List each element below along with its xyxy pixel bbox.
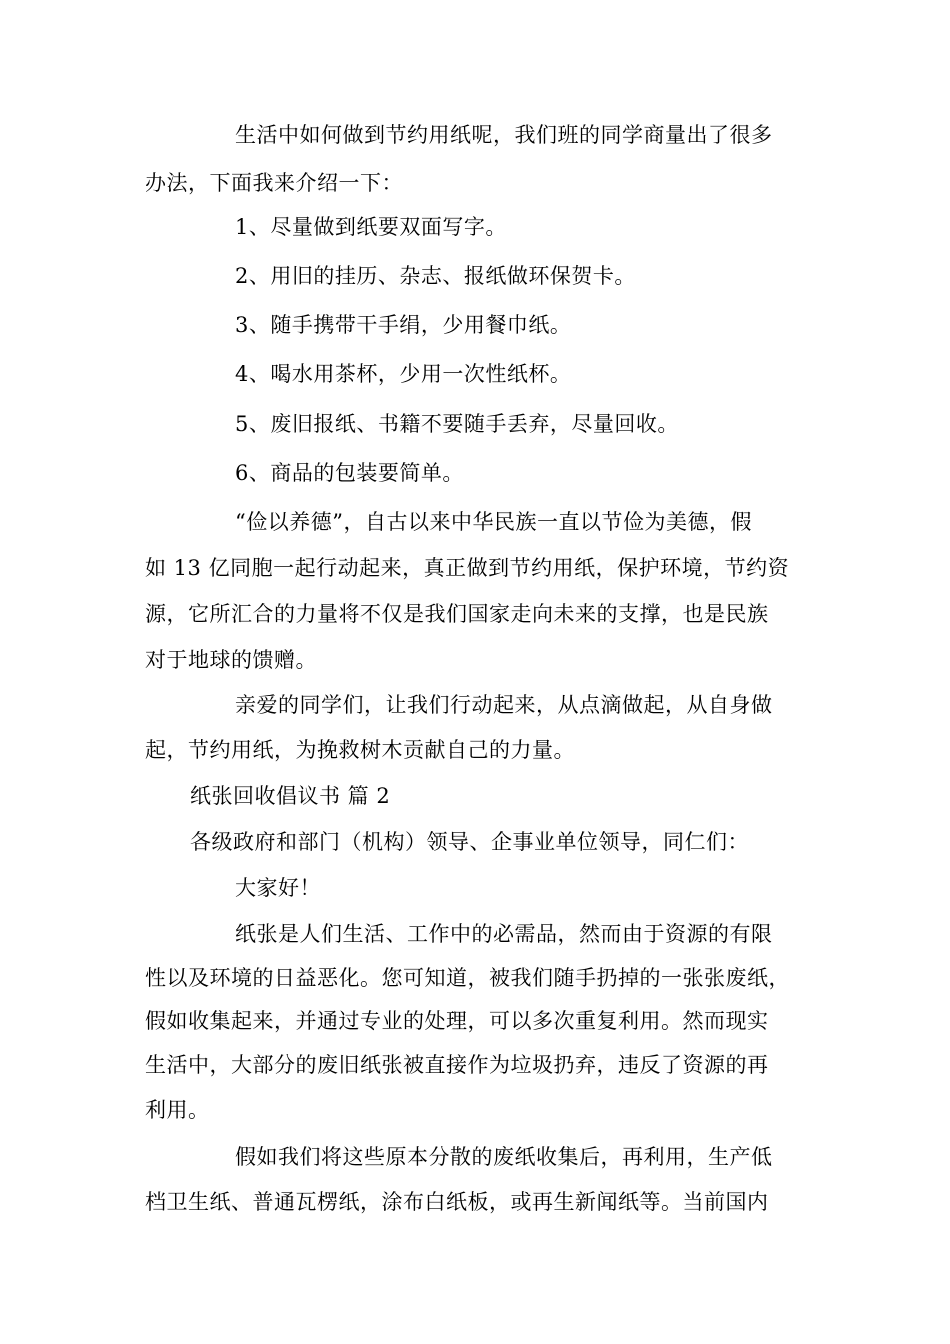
paragraph-5-line-1: 假如我们将这些原本分散的废纸收集后，再利用，生产低	[235, 1145, 773, 1169]
paragraph-4-line-3: 假如收集起来，并通过专业的处理，可以多次重复利用。然而现实	[145, 1009, 769, 1033]
paragraph-2-line-4: 对于地球的馈赠。	[145, 648, 317, 672]
paragraph-3-line-1: 亲爱的同学们，让我们行动起来，从点滴做起，从自身做	[235, 693, 773, 717]
greeting-line: 大家好！	[235, 876, 321, 900]
paragraph-4-line-5: 利用。	[145, 1098, 210, 1122]
list-item-2: 2、用旧的挂历、杂志、报纸做环保贺卡。	[235, 264, 636, 288]
list-item-3: 3、随手携带干手绢，少用餐巾纸。	[235, 313, 572, 337]
section-heading: 纸张回收倡议书 篇 2	[190, 784, 391, 808]
salutation-line: 各级政府和部门（机构）领导、企事业单位领导，同仁们：	[190, 830, 749, 854]
paragraph-1-line-1: 生活中如何做到节约用纸呢，我们班的同学商量出了很多	[235, 123, 773, 147]
list-item-6: 6、商品的包装要简单。	[235, 461, 464, 485]
paragraph-3-line-2: 起，节约用纸，为挽救树木贡献自己的力量。	[145, 738, 575, 762]
paragraph-5-line-2: 档卫生纸、普通瓦楞纸，涂布白纸板，或再生新闻纸等。当前国内	[145, 1190, 769, 1214]
paragraph-2-line-1: “俭以养德”，自古以来中华民族一直以节俭为美德，假	[235, 510, 752, 534]
paragraph-4-line-4: 生活中，大部分的废旧纸张被直接作为垃圾扔弃，违反了资源的再	[145, 1053, 769, 1077]
paragraph-4-line-2: 性以及环境的日益恶化。您可知道，被我们随手扔掉的一张张废纸，	[145, 966, 790, 990]
paragraph-2-line-2: 如 13 亿同胞一起行动起来，真正做到节约用纸，保护环境，节约资	[145, 556, 790, 580]
paragraph-2-line-3: 源，它所汇合的力量将不仅是我们国家走向未来的支撑，也是民族	[145, 602, 769, 626]
list-item-4: 4、喝水用茶杯，少用一次性纸杯。	[235, 362, 572, 386]
paragraph-4-line-1: 纸张是人们生活、工作中的必需品，然而由于资源的有限	[235, 922, 773, 946]
paragraph-1-line-2: 办法，下面我来介绍一下：	[145, 171, 403, 195]
list-item-1: 1、尽量做到纸要双面写字。	[235, 215, 507, 239]
list-item-5: 5、废旧报纸、书籍不要随手丢弃，尽量回收。	[235, 412, 679, 436]
